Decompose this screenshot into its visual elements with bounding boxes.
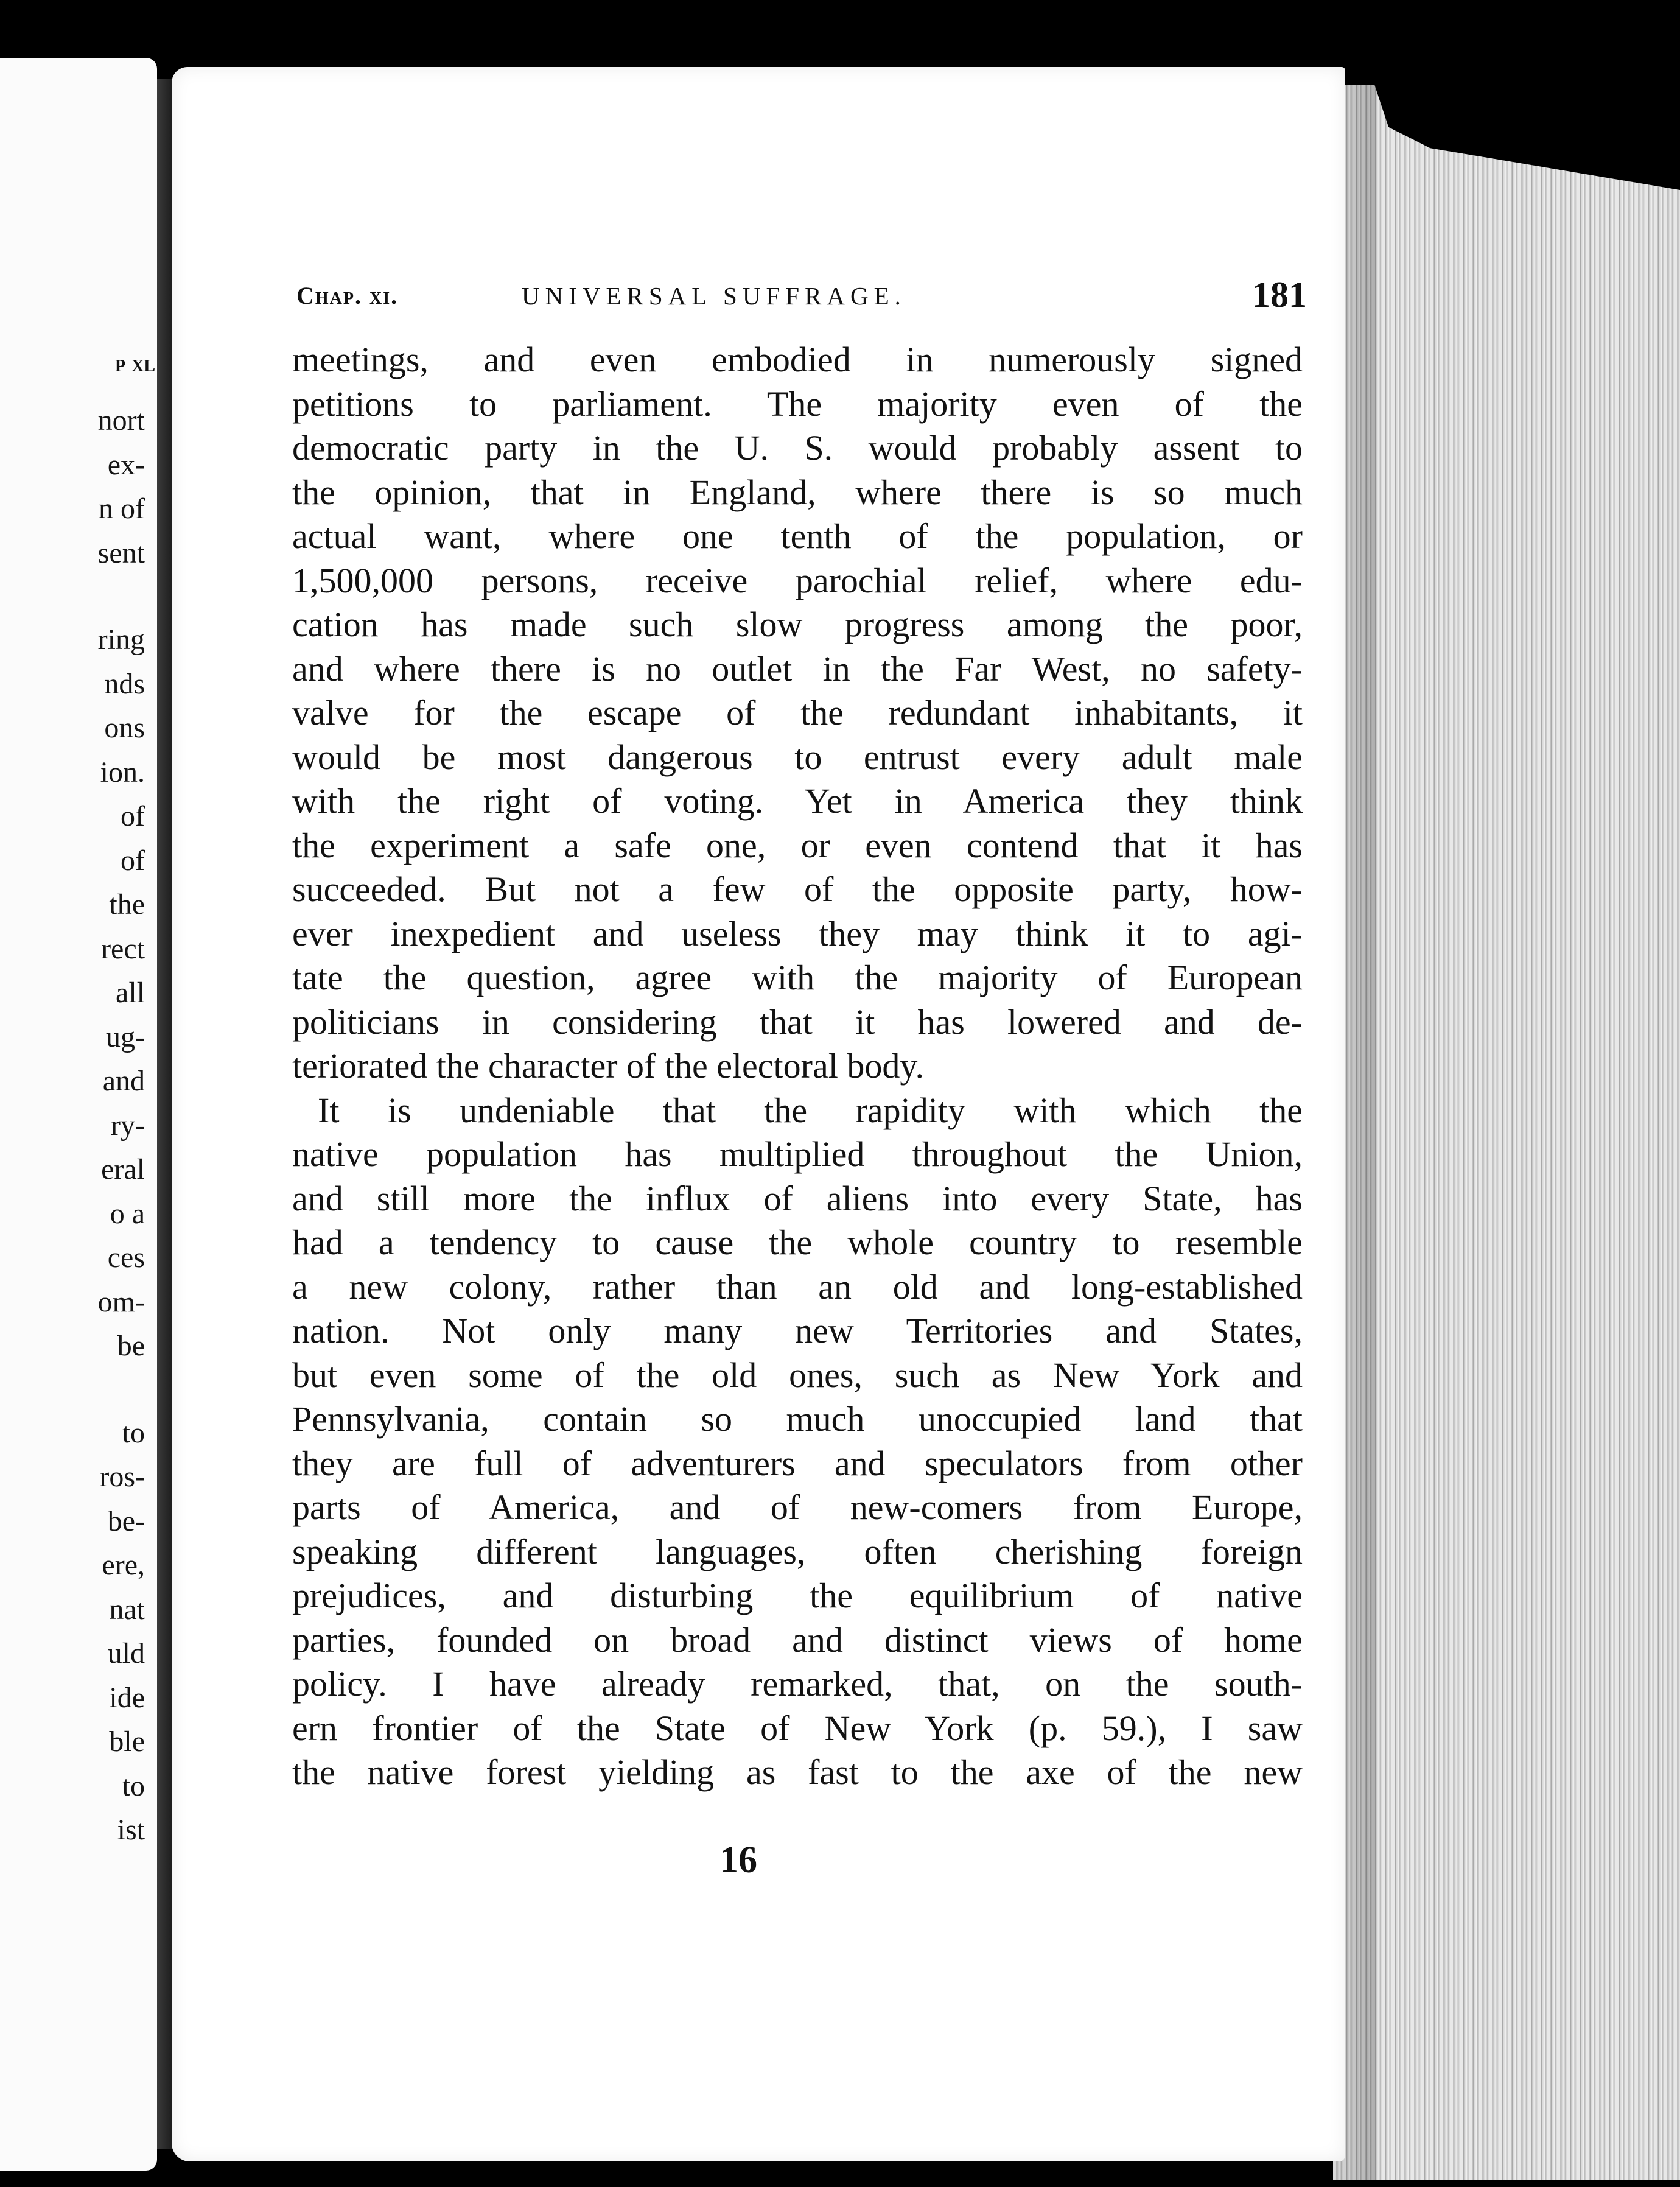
facing-page-line: ist [117, 1814, 145, 1846]
facing-page-line: nort [97, 404, 145, 437]
text-line: meetings, and even embodied in numerously signed [292, 340, 1303, 379]
facing-page-line: ces [107, 1241, 145, 1274]
text-line: cation has made such slow progress among the poor, [292, 605, 1303, 644]
main-page [172, 67, 1345, 2161]
paragraph-2 [292, 1089, 1303, 1795]
text-line: the experiment a safe one, or even contend that it has [292, 825, 1303, 865]
facing-page [0, 58, 157, 2171]
facing-page-line: nat [109, 1593, 145, 1626]
signature-mark: 16 [719, 1839, 757, 1881]
page-block-edge [1333, 85, 1680, 2180]
text-line: It is undeniable that the rapidity with which the [318, 1090, 1303, 1130]
text-line: and still more the influx of aliens into every State, has [292, 1178, 1303, 1218]
facing-page-line: ry- [111, 1109, 145, 1142]
text-line: Pennsylvania, contain so much unoccupied land that [292, 1399, 1303, 1439]
facing-page-line: ug- [106, 1020, 145, 1053]
text-line: a new colony, rather than an old and long-established [292, 1266, 1303, 1307]
text-line: actual want, where one tenth of the population, or [292, 516, 1303, 556]
facing-page-line: be [117, 1330, 145, 1362]
facing-page-line: uld [107, 1637, 145, 1669]
text-line: nation. Not only many new Territories and States, [292, 1311, 1303, 1350]
facing-page-line: and [102, 1065, 145, 1097]
facing-page-line: to [122, 1416, 145, 1449]
facing-page-line: ex- [107, 448, 145, 481]
text-line: ern frontier of the State of New York (p. 59.), I saw [292, 1708, 1303, 1748]
facing-page-line: be- [107, 1504, 145, 1537]
facing-page-line: ere, [102, 1549, 145, 1581]
body-text [292, 338, 1303, 1795]
page-number: 181 [1252, 275, 1307, 315]
text-line: tate the question, agree with the majority of European [292, 958, 1303, 997]
facing-page-line: om- [97, 1285, 145, 1318]
text-line: parts of America, and of new-comers from Europe, [292, 1487, 1303, 1527]
text-line: but even some of the old ones, such as New York and [292, 1355, 1303, 1395]
running-header [296, 274, 1307, 323]
facing-page-line: ring [97, 623, 145, 656]
facing-page-text [0, 399, 145, 1853]
facing-page-line: to [122, 1769, 145, 1802]
text-line: policy. I have already remarked, that, on the south- [292, 1664, 1303, 1704]
text-line: valve for the escape of the redundant inhabitants, it [292, 693, 1303, 732]
text-line: petitions to parliament. The majority even of the [292, 384, 1303, 424]
text-line: would be most dangerous to entrust every adult male [292, 737, 1303, 777]
facing-page-line: ble [109, 1725, 145, 1758]
facing-page-line: all [116, 977, 145, 1009]
text-line: had a tendency to cause the whole country to resemble [292, 1223, 1303, 1262]
text-line: they are full of adventurers and speculators from other [292, 1443, 1303, 1483]
facing-page-line: o a [110, 1197, 145, 1230]
running-chapter: Chap. xi. [296, 282, 399, 309]
facing-page-line: nds [104, 667, 145, 700]
facing-page-line: sent [97, 536, 145, 569]
text-line: succeeded. But not a few of the opposite party, how- [292, 869, 1303, 909]
facing-page-line: eral [101, 1153, 145, 1185]
text-line: 1,500,000 persons, receive parochial relief, where edu- [292, 560, 1303, 600]
running-title: UNIVERSAL SUFFRAGE. [522, 282, 906, 310]
text-line: and where there is no outlet in the Far West, no safety- [292, 648, 1303, 689]
facing-page-line: ide [109, 1681, 145, 1714]
text-line: with the right of voting. Yet in America they think [292, 781, 1303, 821]
facing-page-line: the [109, 888, 145, 921]
facing-page-line: ons [104, 712, 145, 744]
facing-page-line: ion. [100, 756, 145, 788]
text-line: the native forest yielding as fast to the axe of the new [292, 1752, 1303, 1792]
text-line: parties, founded on broad and distinct views of home [292, 1620, 1303, 1660]
text-line: democratic party in the U. S. would probably assent to [292, 428, 1303, 468]
text-line: teriorated the character of the electoral body. [292, 1046, 925, 1086]
text-line: speaking different languages, often cherishing foreign [292, 1531, 1303, 1571]
paragraph-1 [292, 338, 1303, 1089]
facing-page-line: ros- [99, 1461, 145, 1493]
text-line: native population has multiplied throughout the Union, [292, 1134, 1303, 1174]
facing-page-line: of [121, 800, 145, 832]
text-line: ever inexpedient and useless they may think it to agi- [292, 913, 1303, 953]
text-line: the opinion, that in England, where there is so much [292, 472, 1303, 512]
facing-page-line: rect [101, 932, 145, 965]
text-line: politicians in considering that it has lowered and de- [292, 1002, 1303, 1042]
facing-page-header: p xl [115, 349, 155, 377]
text-line: prejudices, and disturbing the equilibrium of native [292, 1576, 1303, 1615]
facing-page-line: n of [99, 493, 145, 525]
facing-page-line: of [121, 844, 145, 877]
